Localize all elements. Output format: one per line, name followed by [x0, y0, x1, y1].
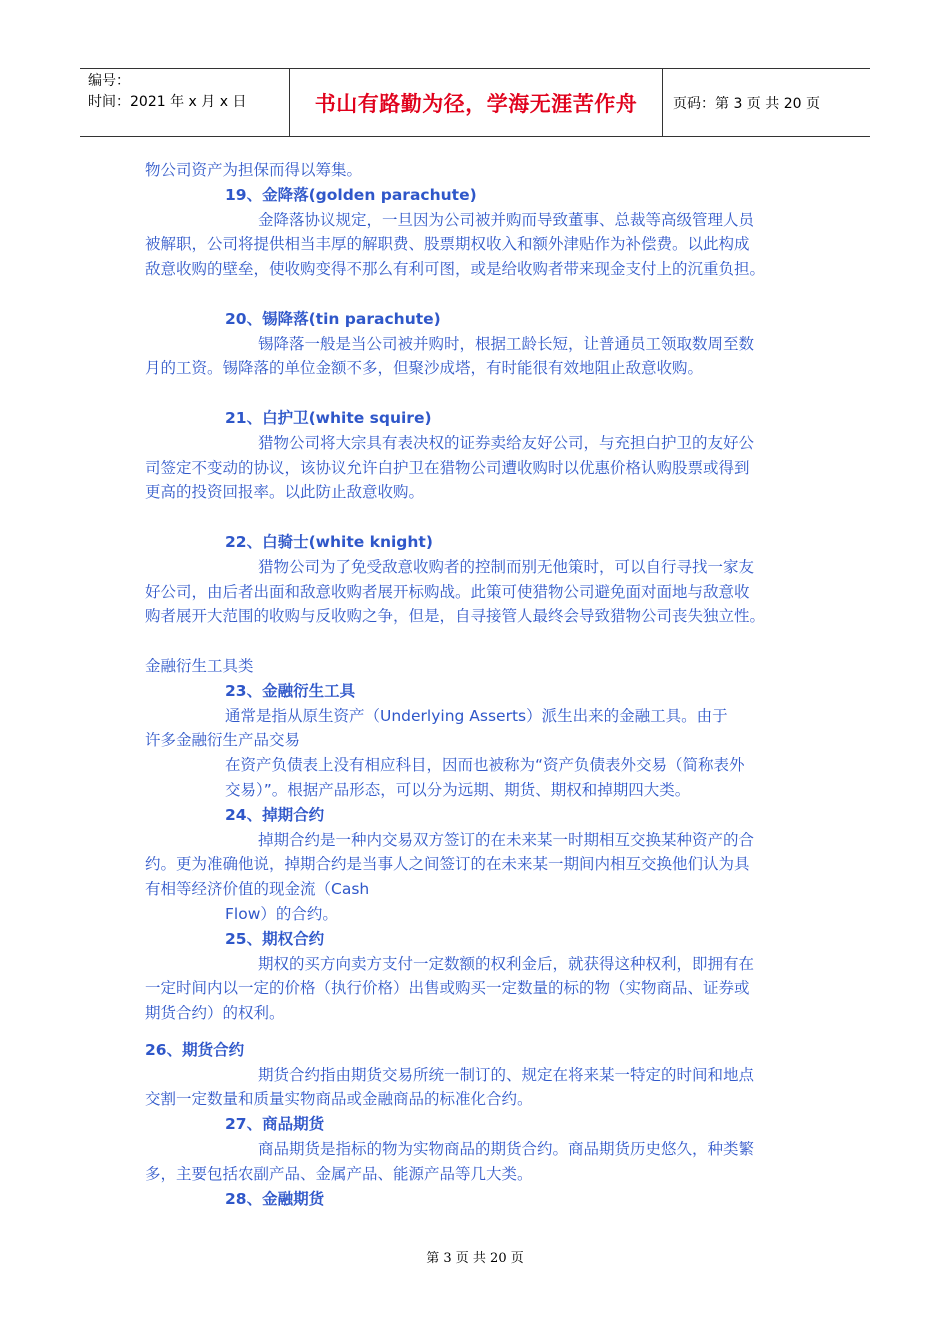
body-text-line: 更高的投资回报率。以此防止敌意收购。	[145, 483, 425, 502]
section-heading: 22、白骑士(white knight)	[225, 532, 433, 551]
body-text-line: 多，主要包括农副产品、金属产品、能源产品等几大类。	[145, 1164, 533, 1183]
body-text-line: 一定时间内以一定的价格（执行价格）出售或购买一定数量的标的物（实物商品、证券或	[145, 979, 750, 998]
section-heading: 27、商品期货	[225, 1115, 325, 1134]
body-text-line: 月的工资。锡降落的单位金额不多，但聚沙成塔，有时能很有效地阻止敌意收购。	[145, 359, 704, 378]
header-number-label: 编号：	[88, 73, 130, 89]
header-time-label: 时间：2021 年 x 月 x 日	[88, 94, 247, 110]
body-text-line: 金融衍生工具类	[145, 656, 254, 675]
body-text-line: 期权的买方向卖方支付一定数额的权利金后，就获得这种权利，即拥有在	[258, 954, 755, 973]
body-text-line: 在资产负债表上没有相应科目，因而也被称为“资产负债表外交易（简称表外	[225, 756, 745, 775]
paragraph-gap	[145, 381, 810, 406]
body-text-line: 通常是指从原生资产（Underlying Asserts）派生出来的金融工具。由于	[225, 706, 728, 725]
section-heading: 23、金融衍生工具	[225, 681, 356, 700]
paragraph-gap	[145, 505, 810, 530]
body-text-line: 交易）”。根据产品形态，可以分为远期、期货、期权和掉期四大类。	[225, 780, 691, 799]
body-text-line: 好公司，由后者出面和敌意收购者展开标购战。此策可使猎物公司避免面对面地与敌意收	[145, 582, 750, 601]
section-heading: 26、期货合约	[145, 1040, 245, 1059]
body-text-line: 物公司资产为担保而得以筹集。	[145, 161, 363, 179]
body-text-line: 商品期货是指标的物为实物商品的期货合约。商品期货历史悠久，种类繁	[258, 1140, 755, 1159]
body-text-line: 金降落协议规定，一旦因为公司被并购而导致董事、总裁等高级管理人员	[258, 210, 755, 229]
body-text-line: 购者展开大范围的收购与反收购之争，但是，自寻接管人最终会导致猎物公司丧失独立性。	[145, 607, 766, 626]
body-text-line: 约。更为准确他说，掉期合约是当事人之间签订的在未来某一期间内相互交换他们认为具	[145, 855, 750, 874]
body-text-line: 有相等经济价值的现金流（Cash	[145, 880, 370, 899]
body-text-line: 许多金融衍生产品交易	[145, 731, 301, 750]
section-heading: 24、掉期合约	[225, 805, 325, 824]
header-motto: 书山有路勤为径，学海无涯苦作舟	[290, 69, 663, 136]
paragraph-gap	[145, 629, 810, 654]
section-heading: 25、期权合约	[225, 929, 325, 948]
body-text-line: 交割一定数量和质量实物商品或金融商品的标准化合约。	[145, 1090, 533, 1109]
page-header	[80, 68, 870, 137]
document-body	[145, 158, 810, 1211]
body-text-line: 猎物公司为了免受敌意收购者的控制而别无他策时，可以自行寻找一家友	[258, 557, 755, 576]
body-text-line: 猎物公司将大宗具有表决权的证券卖给友好公司，与充担白护卫的友好公	[258, 433, 755, 452]
section-heading: 28、金融期货	[225, 1189, 325, 1208]
paragraph-gap	[145, 1026, 810, 1038]
paragraph-gap	[145, 282, 810, 307]
body-text-line: 锡降落一般是当公司被并购时，根据工龄长短，让普通员工领取数周至数	[258, 334, 755, 353]
body-text-line: 期货合约）的权利。	[145, 1004, 285, 1023]
body-text-line: 期货合约指由期货交易所统一制订的、规定在将来某一特定的时间和地点	[258, 1065, 755, 1084]
body-text-line: 被解职，公司将提供相当丰厚的解职费、股票期权收入和额外津贴作为补偿费。以此构成	[145, 235, 750, 254]
page-footer: 第 3 页 共 20 页	[426, 1251, 524, 1266]
body-text-line: 掉期合约是一种内交易双方签订的在未来某一时期相互交换某种资产的合	[258, 830, 755, 849]
section-heading: 19、金降落(golden parachute)	[225, 185, 477, 204]
section-heading: 21、白护卫(white squire)	[225, 408, 432, 427]
body-text-line: Flow）的合约。	[225, 904, 338, 923]
header-meta	[80, 69, 290, 136]
body-text-line: 敌意收购的壁垒，使收购变得不那么有利可图，或是给收购者带来现金支付上的沉重负担。	[145, 260, 766, 279]
header-page-info: 页码：第 3 页 共 20 页	[673, 95, 820, 112]
body-text-line: 司签定不变动的协议，该协议允许白护卫在猎物公司遭收购时以优惠价格认购股票或得到	[145, 458, 750, 477]
section-heading: 20、锡降落(tin parachute)	[225, 309, 441, 328]
